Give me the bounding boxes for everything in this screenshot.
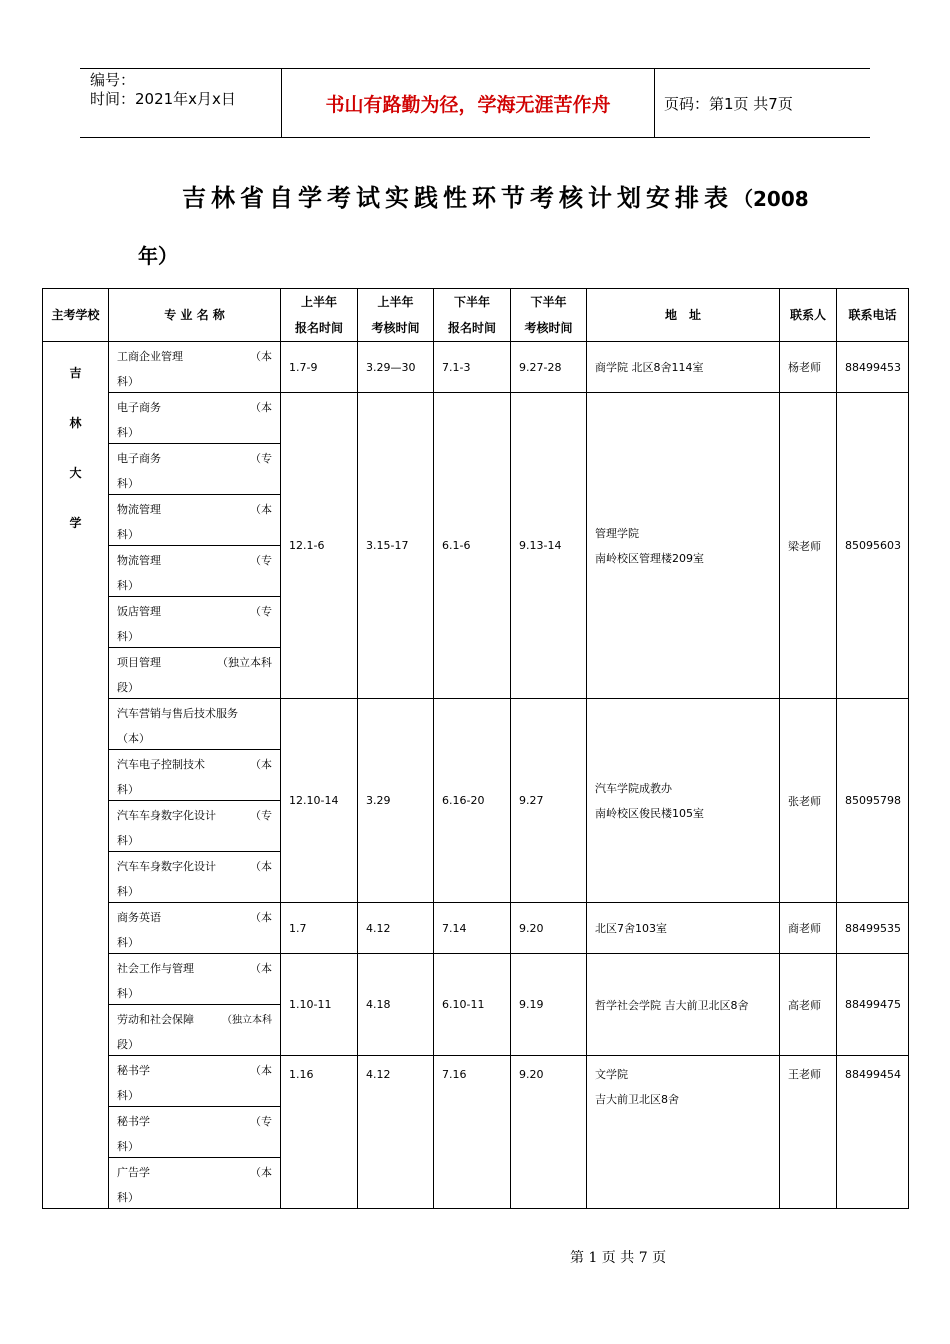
major-cell: 劳动和社会保障 （独立本科 段） xyxy=(109,1005,281,1056)
h2-exam-cell: 9.20 xyxy=(511,1056,587,1209)
h1-exam-cell: 3.29—30 xyxy=(358,342,434,393)
h1-exam-cell: 4.18 xyxy=(358,954,434,1056)
table-row xyxy=(43,903,909,954)
table-row xyxy=(43,1056,909,1107)
address-cell: 管理学院 南岭校区管理楼209室 xyxy=(587,393,780,699)
h2-exam-cell: 9.20 xyxy=(511,903,587,954)
header-h2-reg: 下半年 报名时间 xyxy=(434,289,511,342)
table-header-row xyxy=(43,289,909,342)
h2-reg-cell: 6.10-11 xyxy=(434,954,511,1056)
page-footer: 第 1 页 共 7 页 xyxy=(570,1250,667,1266)
header-left xyxy=(90,71,236,109)
h1-reg-cell: 12.10-14 xyxy=(281,699,358,903)
major-cell: 项目管理 （独立本科 段） xyxy=(109,648,281,699)
major-cell: 汽车车身数字化设计 （本 科） xyxy=(109,852,281,903)
address-cell: 北区7舍103室 xyxy=(587,903,780,954)
h2-reg-cell: 7.14 xyxy=(434,903,511,954)
major-cell: 物流管理 （专 科） xyxy=(109,546,281,597)
address-cell: 汽车学院成教办 南岭校区俊民楼105室 xyxy=(587,699,780,903)
contact-cell: 张老师 xyxy=(780,699,837,903)
h1-exam-cell: 4.12 xyxy=(358,903,434,954)
time-label: 时间：2021年x月x日 xyxy=(90,90,236,108)
header-major: 专 业 名 称 xyxy=(109,289,281,342)
h1-exam-cell: 3.29 xyxy=(358,699,434,903)
major-cell: 汽车车身数字化设计 （专 科） xyxy=(109,801,281,852)
page-header xyxy=(80,68,870,138)
phone-cell: 85095798 xyxy=(837,699,909,903)
title-year-open: （2008 xyxy=(733,187,809,211)
h1-exam-cell: 4.12 xyxy=(358,1056,434,1209)
contact-cell: 高老师 xyxy=(780,954,837,1056)
header-h1-exam: 上半年 考核时间 xyxy=(358,289,434,342)
header-phone: 联系电话 xyxy=(837,289,909,342)
major-cell: 社会工作与管理 （本 科） xyxy=(109,954,281,1005)
contact-cell: 杨老师 xyxy=(780,342,837,393)
header-address: 地 址 xyxy=(587,289,780,342)
phone-cell: 88499454 xyxy=(837,1056,909,1209)
h2-exam-cell: 9.27 xyxy=(511,699,587,903)
h1-reg-cell: 1.10-11 xyxy=(281,954,358,1056)
major-cell: 广告学 （本 科） xyxy=(109,1158,281,1209)
table-row xyxy=(43,954,909,1005)
major-cell: 汽车电子控制技术 （本 科） xyxy=(109,750,281,801)
h2-reg-cell: 7.16 xyxy=(434,1056,511,1209)
major-cell: 秘书学 （本 科） xyxy=(109,1056,281,1107)
phone-cell: 85095603 xyxy=(837,393,909,699)
phone-cell: 88499535 xyxy=(837,903,909,954)
contact-cell: 王老师 xyxy=(780,1056,837,1209)
phone-cell: 88499475 xyxy=(837,954,909,1056)
h2-exam-cell: 9.27-28 xyxy=(511,342,587,393)
major-cell: 物流管理 （本 科） xyxy=(109,495,281,546)
major-cell: 饭店管理 （专 科） xyxy=(109,597,281,648)
h1-reg-cell: 1.7-9 xyxy=(281,342,358,393)
address-cell: 文学院 吉大前卫北区8舍 xyxy=(587,1056,780,1209)
table-row xyxy=(43,342,909,393)
header-school: 主考学校 xyxy=(43,289,109,342)
major-cell: 商务英语 （本 科） xyxy=(109,903,281,954)
h1-reg-cell: 12.1-6 xyxy=(281,393,358,699)
school-cell: 吉 林 大 学 xyxy=(43,342,109,1209)
h2-reg-cell: 6.1-6 xyxy=(434,393,511,699)
phone-cell: 88499453 xyxy=(837,342,909,393)
major-cell: 工商企业管理 （本 科） xyxy=(109,342,281,393)
title-main: 吉林省自学考试实践性环节考核计划安排表 xyxy=(182,184,733,212)
header-h2-exam: 下半年 考核时间 xyxy=(511,289,587,342)
h1-reg-cell: 1.16 xyxy=(281,1056,358,1209)
title-year-close: 年） xyxy=(138,244,178,268)
h1-reg-cell: 1.7 xyxy=(281,903,358,954)
major-cell: 汽车营销与售后技术服务 （本） xyxy=(109,699,281,750)
header-h1-reg: 上半年 报名时间 xyxy=(281,289,358,342)
document-title xyxy=(182,178,809,213)
h2-exam-cell: 9.13-14 xyxy=(511,393,587,699)
address-cell: 商学院 北区8舍114室 xyxy=(587,342,780,393)
header-contact: 联系人 xyxy=(780,289,837,342)
table-row xyxy=(43,393,909,444)
table-row xyxy=(43,699,909,750)
h1-exam-cell: 3.15-17 xyxy=(358,393,434,699)
schedule-table xyxy=(42,288,909,1209)
major-cell: 电子商务 （专 科） xyxy=(109,444,281,495)
h2-reg-cell: 7.1-3 xyxy=(434,342,511,393)
page-info: 页码：第1页 共7页 xyxy=(664,95,793,113)
address-cell: 哲学社会学院 吉大前卫北区8舍 xyxy=(587,954,780,1056)
major-cell: 秘书学 （专 科） xyxy=(109,1107,281,1158)
contact-cell: 商老师 xyxy=(780,903,837,954)
major-cell: 电子商务 （本 科） xyxy=(109,393,281,444)
contact-cell: 梁老师 xyxy=(780,393,837,699)
code-label: 编号： xyxy=(90,71,136,89)
h2-reg-cell: 6.16-20 xyxy=(434,699,511,903)
h2-exam-cell: 9.19 xyxy=(511,954,587,1056)
motto: 书山有路勤为径，学海无涯苦作舟 xyxy=(281,69,655,137)
